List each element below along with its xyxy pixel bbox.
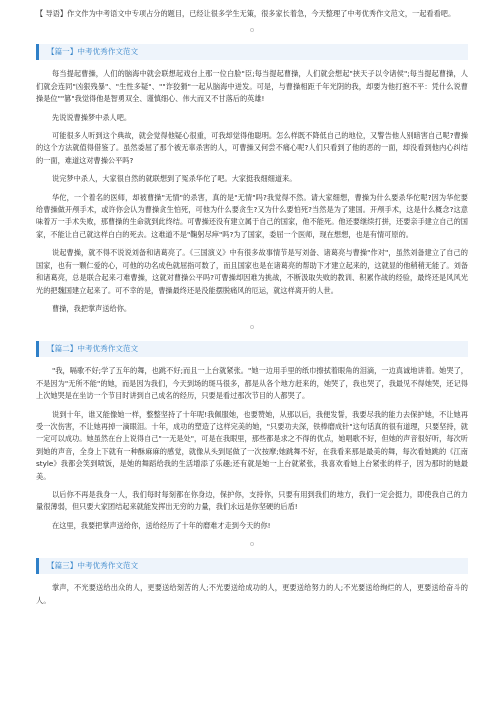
section-2 xyxy=(36,341,468,532)
paragraph: 每当提起曹操，人们的脑海中就会联想起戏台上那一位白脸"臣;每当提起曹操，人们就会想起"挟天子以令诸侯";每当提起曹操，人们就会连同"凶狠残暴"、"生性多疑"、""诈狡猾"一起从脑海中迸发。可是，与曹操相距千年光阴的我，却要为他打抱不平：凭什么说曹操是位""篡"我觉得他是智勇双全、谨慎细心、伟大而又不甘落后的英雄! xyxy=(36,69,468,104)
section-title: 【篇三】中考优秀作文范文 xyxy=(36,558,468,574)
section-separator: ο xyxy=(249,323,255,332)
section-separator: ο xyxy=(249,26,255,35)
paragraph: 在这里，我要把掌声送给你，送给经历了十年的磨难才走到今天的你! xyxy=(52,520,271,530)
paragraph: 说完梦中杀人，大家很自然的就联想到了冤杀华佗了吧。大家挺我细细道来。 xyxy=(52,174,297,184)
paragraph: 可能很多人听到这个典故，就会觉得他疑心很重，可我却觉得他聪明。怎么样既不降低自己的地位，又警告他人别暗害自己呢?曹操的这个方法就值得借鉴了。虽然委屈了那个被无辜杀害的人，可曹操又何尝不痛心呢?人们只看到了他的恶的一面，却没看到他内心纠结的一面，难道这对曹操公平吗? xyxy=(36,131,468,165)
paragraph: 说到十年，谁又能像她一样，整整坚持了十年呢!我佩服她，也要赞她，从那以后，我便发誓，我要尽我的能力去保护她，不让她再受一次伤害，不让她再掉一滴眼泪。十年，成功的塑造了这样完美的她，"只要功夫深，铁棒磨成针"这句话真的很有道理，只要坚持，就一定可以成功。她虽然在台上说得自己"一无是处"，可是在我眼里，那些都是求之不得的优点，她唱歌不好，但她的声音很好听，每次听到她的声音，全身上下就有一种酥麻麻的感觉，就像从头到尾做了一次按摩;她跳舞不好，在我看来那是最美的舞，每次看她跳的《江南style》我都会笑到喷饭，是她的舞蹈给我的生活增添了乐趣;还有就是她一上台就紧张，我喜欢看她上台紧张的样子，因为那时的她最美。 xyxy=(36,409,468,481)
section-separator: ο xyxy=(249,540,255,549)
paragraph: 以后你不再是我身一人，我们每时每刻都在你身边，保护你，支持你，只要有用到我们的地方，我们一定会挺力，即使我自己的力量很薄弱，但只要大家团结起来就能发挥出无穷的力量，我们永远是你坚硬的后盾! xyxy=(36,489,468,512)
paragraph: 掌声，不光要送给出众的人，更要送给刻苦的人;不光要送给成功的人，更要送给努力的人;不光要送给绚烂的人，更要送给奋斗的人。 xyxy=(36,583,468,605)
paragraph: 说起曹操，就不得不说说刘备和诸葛亮了。《三国演义》中有很多故事情节是写刘备、诸葛亮与曹操"作对"，虽然刘备建立了自己的国家，也有一颗仁爱的心，可他的功名成色就屈指可数了，而且国家也是在诸葛亮的帮助下才建立起来的，这就显的他稍稍无能了。刘备和诸葛亮，总是联合起来刁难曹操，这就对曹操公平吗?可曹操却因难为挑战，不断汲取失败的教训、积累作战的经验，最终还是风风光光的把魏国建立起来了。可不幸的是，曹操最终还是没能摆脱痛风的厄运，就这样离开的人世。 xyxy=(36,248,468,295)
section-3 xyxy=(36,558,468,607)
intro-paragraph: 【 导语】作文作为中考语文中专项占分的题目，已经让很多学生无策，很多家长着急，今天整理了中考优秀作文范文，一起看看吧。 xyxy=(36,9,456,18)
paragraph: "我，嗝歌不好;学了五年的舞，也跳不好;而且一上台就紧张。"她一边用手里的纸巾擦拭着眼角的泪滴，一边真诚地讲着。她哭了，不是因为"无所不能"的她，而是因为我们，今天到场的斑马很多，都是从各个地方赶来的，她哭了，我也哭了，我最见不得她哭，还记得上次她哭是在坐访一个节目时讲到自己成名的经历，只要是看过那次节目的人都哭了。 xyxy=(36,366,468,401)
paragraph: 先说说曹操梦中杀人吧。 xyxy=(52,112,132,122)
paragraph: 华佗，一个着名的医师，却被曹操"无情"的杀害，真的是"无情"吗?我觉得不然。请大家细想，曹操为什么要杀华佗呢?因为华佗要给曹操做开颅手术，或许你会认为曹操贪生怕死，可他为什么要贪生?又为什么要怕死?当然是为了建国。开颅手术，这是什么概念?这意味着万一手术失败，那曹操的生命就到此终结。可曹操还没有建立属于自己的国家，他不能死。他还要继续打拼，还要亲手建立自己的国家，不能让自己就这样白白的死去。这难道不是"鞠躬尽瘁"吗?为了国家，委屈一个医师，现在想想，也是有情可原的。 xyxy=(36,192,468,239)
section-title: 【篇一】中考优秀作文范文 xyxy=(36,44,468,60)
section-1 xyxy=(36,44,468,315)
paragraph: 曹操，我把掌声送给你。 xyxy=(52,303,132,313)
section-title: 【篇二】中考优秀作文范文 xyxy=(36,341,468,357)
